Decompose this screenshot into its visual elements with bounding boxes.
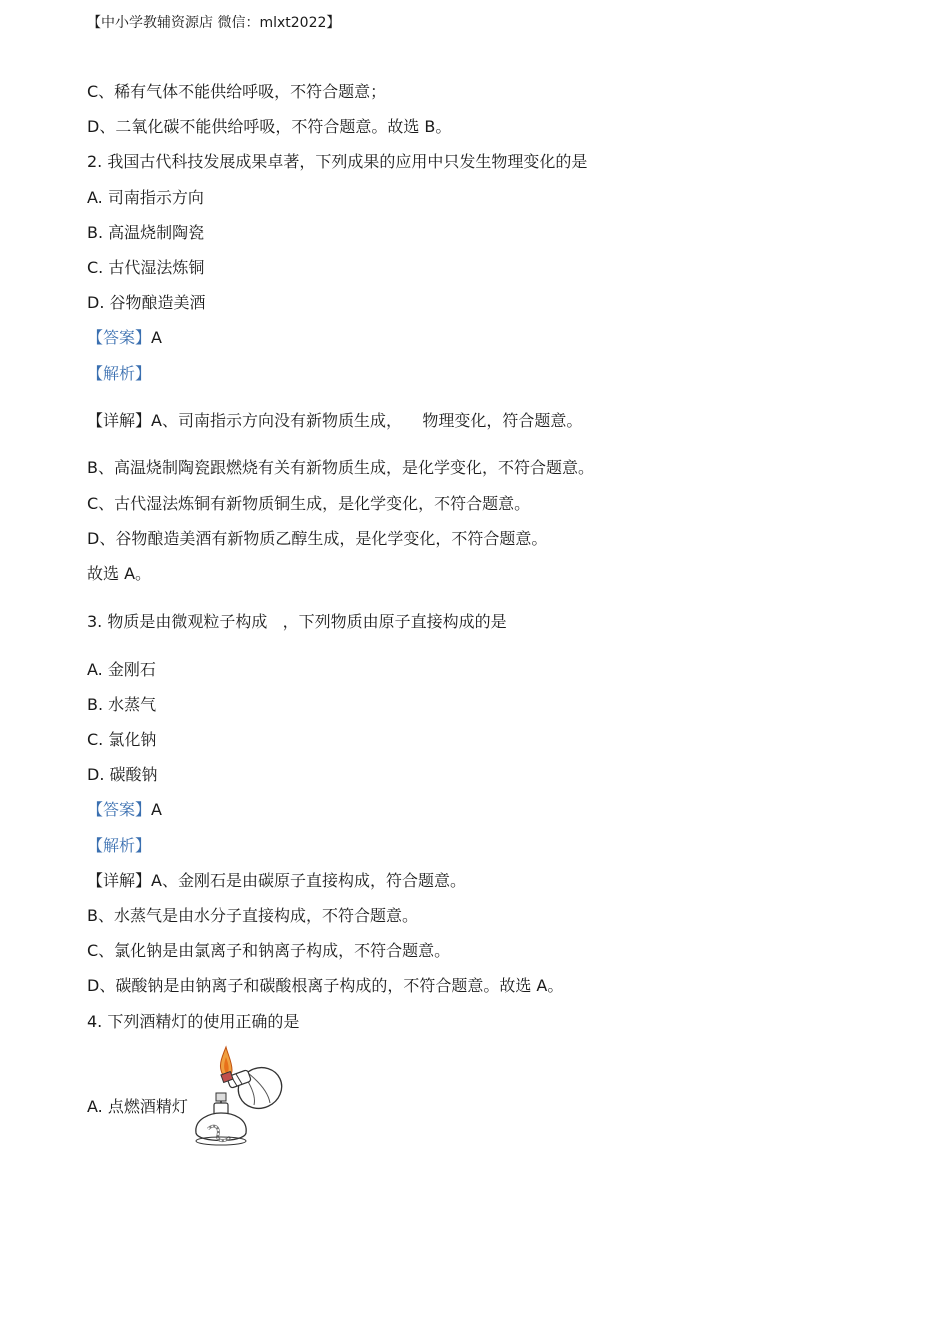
q2-detail-d: D、谷物酿造美酒有新物质乙醇生成，是化学变化，不符合题意。: [87, 529, 548, 548]
q2-option-a: A. 司南指示方向: [87, 188, 204, 207]
alcohol-lamp-icon: [188, 1043, 288, 1149]
q3-detail-c: C、氯化钠是由氯离子和钠离子构成，不符合题意。: [87, 941, 451, 960]
q3-option-c: C. 氯化钠: [87, 730, 157, 749]
q2-detail-c: C、古代湿法炼铜有新物质铜生成，是化学变化，不符合题意。: [87, 494, 531, 513]
q2-option-b: B. 高温烧制陶瓷: [87, 223, 205, 242]
alcohol-lamp-illustration: [188, 1043, 288, 1149]
q2-option-c: C. 古代湿法炼铜: [87, 258, 205, 277]
q1-option-c-explanation: C、稀有气体不能供给呼吸，不符合题意；: [87, 82, 387, 101]
q3-option-a: A. 金刚石: [87, 660, 156, 679]
q2-analysis-heading: 【解析】: [87, 364, 152, 383]
q3-analysis-heading: 【解析】: [87, 836, 152, 855]
q4-option-a: A. 点燃酒精灯: [87, 1097, 188, 1116]
q3-detail-b: B、水蒸气是由水分子直接构成，不符合题意。: [87, 906, 418, 925]
page-header: 【中小学教辅资源店 微信：mlxt2022】: [87, 15, 341, 31]
q2-option-d: D. 谷物酿造美酒: [87, 293, 206, 312]
q2-detail-a: 【详解】A、司南指示方向没有新物质生成， 物理变化，符合题意。: [87, 411, 583, 430]
q2-detail-b: B、高温烧制陶瓷跟燃烧有关有新物质生成，是化学变化，不符合题意。: [87, 458, 594, 477]
q3-option-d: D. 碳酸钠: [87, 765, 158, 784]
q2-answer: 【答案】A: [87, 328, 162, 347]
q3-stem: 3. 物质是由微观粒子构成 ，下列物质由原子直接构成的是: [87, 612, 507, 631]
q3-option-b: B. 水蒸气: [87, 695, 157, 714]
q3-answer: 【答案】A: [87, 800, 162, 819]
q1-option-d-explanation: D、二氧化碳不能供给呼吸，不符合题意。故选 B。: [87, 117, 452, 136]
q2-conclusion: 故选 A。: [87, 564, 152, 583]
q2-stem: 2. 我国古代科技发展成果卓著，下列成果的应用中只发生物理变化的是: [87, 152, 588, 171]
q4-stem: 4. 下列酒精灯的使用正确的是: [87, 1012, 300, 1031]
q3-detail-d: D、碳酸钠是由钠离子和碳酸根离子构成的，不符合题意。故选 A。: [87, 976, 564, 995]
q3-detail-a: 【详解】A、金刚石是由碳原子直接构成，符合题意。: [87, 871, 466, 890]
